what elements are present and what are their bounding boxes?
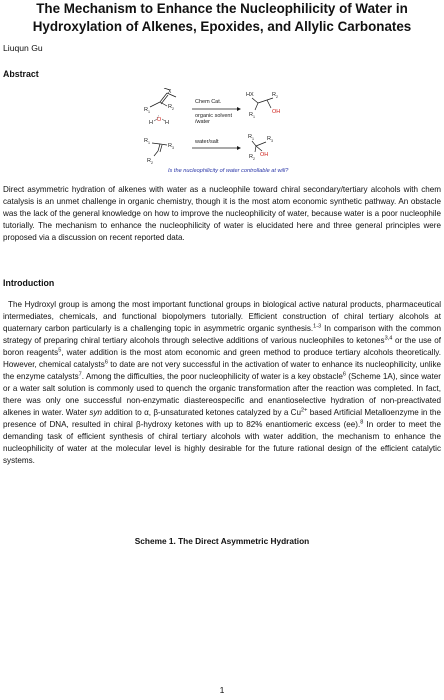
abstract-heading: Abstract xyxy=(3,69,39,79)
label-oh-bottom: OH xyxy=(260,152,269,158)
label-r3-bottom: R xyxy=(168,143,172,149)
intro-text-run: based Artificial Metalloenzyme in the presence of DNA, resulted in chiral β-hydroxy ketones with up to 82% enantiomeric excess (ee). xyxy=(3,408,441,429)
water-molecule xyxy=(149,115,169,126)
bond xyxy=(160,144,167,145)
citation-superscript: 2+ xyxy=(301,407,308,414)
bond xyxy=(258,100,267,103)
bond xyxy=(267,100,271,108)
author-name: Liuqun Gu xyxy=(3,43,43,53)
introduction-text xyxy=(3,299,441,467)
label-r2-product: R xyxy=(272,92,276,98)
bond xyxy=(267,98,273,100)
intro-text-run: to date are not very successful in the activation of water to enhance its nucleophilicity, unlike the enzyme catalysts xyxy=(3,360,441,381)
label-r1-product2-sub: 1 xyxy=(252,137,254,141)
label-r2-product2: R xyxy=(249,154,253,160)
citation-superscript: 8 xyxy=(360,419,364,426)
alkene-top-structure xyxy=(150,88,176,107)
intro-text-run: In order to meet the demanding task of efficient synthesis of chiral tertiary alcohols with water addition, the mechanism to enhance the nucleophilicity of water at the molecular level is highly desirable for the future rational design of the efficient catalytic systems. xyxy=(3,420,441,465)
intro-text-run: In comparison with the common strategy of preparing chiral tertiary alcohols through selective additions of various nucleophiles to ketones xyxy=(3,324,441,345)
intro-text-run: addition to α, β-unsaturated ketones catalyzed by a Cu xyxy=(102,408,302,417)
figure-question: Is the nucleophilicity of water controllable at will? xyxy=(168,168,289,174)
intro-text-run: The Hydroxyl group is among the most important functional groups in biological active natural products, pharmaceutical intermediates, chemicals, and functional biopolymers tutorially. Efficient construction of chiral tertiary alcohols at quaternary carbon particularly is a challenging topic in asymmetric organic synthesis. xyxy=(3,300,441,333)
product-top-structure xyxy=(246,92,280,119)
label-r3-bottom-sub: 3 xyxy=(172,146,174,150)
label-r1-product2: R xyxy=(248,134,252,140)
label-r2: R xyxy=(168,104,172,110)
label-hx: HX xyxy=(246,92,254,98)
introduction-heading: Introduction xyxy=(3,278,55,288)
arrowhead-icon xyxy=(237,107,241,111)
citation-superscript: 7 xyxy=(78,371,82,378)
intro-text-run: , water addition is the most atom economic and green method to produce tertiary alcohols theoretically. However, chemical catalysts xyxy=(3,348,441,369)
scheme-caption: Scheme 1. The Direct Asymmetric Hydration xyxy=(134,536,310,546)
label-r2-product-sub: 2 xyxy=(276,95,278,99)
intro-text-run: or the use of boron reagents xyxy=(3,336,441,357)
label-r2-sub: 2 xyxy=(172,107,174,111)
arrowhead-icon xyxy=(237,146,241,150)
bond xyxy=(256,146,262,151)
label-r3-product2-sub: 3 xyxy=(271,139,273,143)
salt-label: water/salt xyxy=(195,139,219,145)
label-h-left: H xyxy=(149,120,153,126)
citation-superscript: 1-3 xyxy=(313,323,322,330)
label-r3-product2: R xyxy=(267,136,271,142)
label-r1-sub: 1 xyxy=(148,110,150,114)
bond xyxy=(252,141,256,146)
abstract-text: Direct asymmetric hydration of alkenes with water as a nucleophile toward chiral secondary/tertiary alcohols with chem catalysis is an unmet challenge in organic chemistry, though it is the most atom economic synthetic pathway. An obstacle was the lack of the general knowledge on how to improve the nucleophilicity of water, because water is a poor nucleophile tutorially. The mechanism to enhance the nucleophilicity of water is elucidated here and three general principles were proposed via a discussion on recent reported data. xyxy=(3,185,441,242)
bond xyxy=(252,98,258,103)
bond xyxy=(255,103,258,110)
label-r1-product: R xyxy=(249,112,253,118)
label-r2-bottom-sub: 2 xyxy=(151,161,153,165)
label-r1-bottom: R xyxy=(144,138,148,144)
label-r2-product2-sub: 2 xyxy=(253,157,255,161)
reaction-arrow-top xyxy=(192,107,241,111)
citation-superscript: 6 xyxy=(104,359,108,366)
catalyst-label: Chem Cat. xyxy=(195,99,222,105)
alkene-bottom-structure xyxy=(152,143,167,156)
citation-superscript: 3,4 xyxy=(384,335,393,342)
label-r1: R xyxy=(144,107,148,113)
italic-text: syn xyxy=(89,408,102,417)
bond xyxy=(154,151,158,156)
graphical-abstract-scheme xyxy=(140,88,312,174)
paper-title: The Mechanism to Enhance the Nucleophilicity of Water in Hydroxylation of Alkenes, Epoxides, and Allylic Carbonates xyxy=(32,1,412,34)
intro-text-run: . Among the difficulties, the poor nucleophilicity of water is a key obstacle xyxy=(81,372,343,381)
label-oxygen: O xyxy=(157,117,162,123)
intro-text-run: (Scheme 1A), since water or a water salt solution is commonly used to quench the organic transformation after the reaction was completed. In fact, there was only one successful non-enzymatic diastereospecific and enantioselective hydration of non-preactivated alkenes in water. Water xyxy=(3,372,441,417)
bond xyxy=(152,143,160,144)
label-oh-top: OH xyxy=(272,109,281,115)
label-r1-product-sub: 1 xyxy=(253,115,255,119)
solvent-label-line2: /water xyxy=(195,119,210,125)
label-r1-bottom-sub: 1 xyxy=(148,141,150,145)
label-x: X xyxy=(168,89,172,95)
label-h-right: H xyxy=(165,120,169,126)
solvent-label-line1: organic solvent xyxy=(195,113,232,119)
bond xyxy=(150,102,160,107)
label-r2-bottom: R xyxy=(147,158,151,164)
bond xyxy=(256,142,266,146)
citation-superscript: 6 xyxy=(342,371,346,378)
bond xyxy=(158,144,160,151)
bond xyxy=(160,145,162,152)
page-number: 1 xyxy=(219,685,225,695)
product-bottom-structure xyxy=(248,134,273,161)
reaction-arrow-bottom xyxy=(192,146,241,150)
bond xyxy=(255,146,256,152)
citation-superscript: 5 xyxy=(58,347,62,354)
